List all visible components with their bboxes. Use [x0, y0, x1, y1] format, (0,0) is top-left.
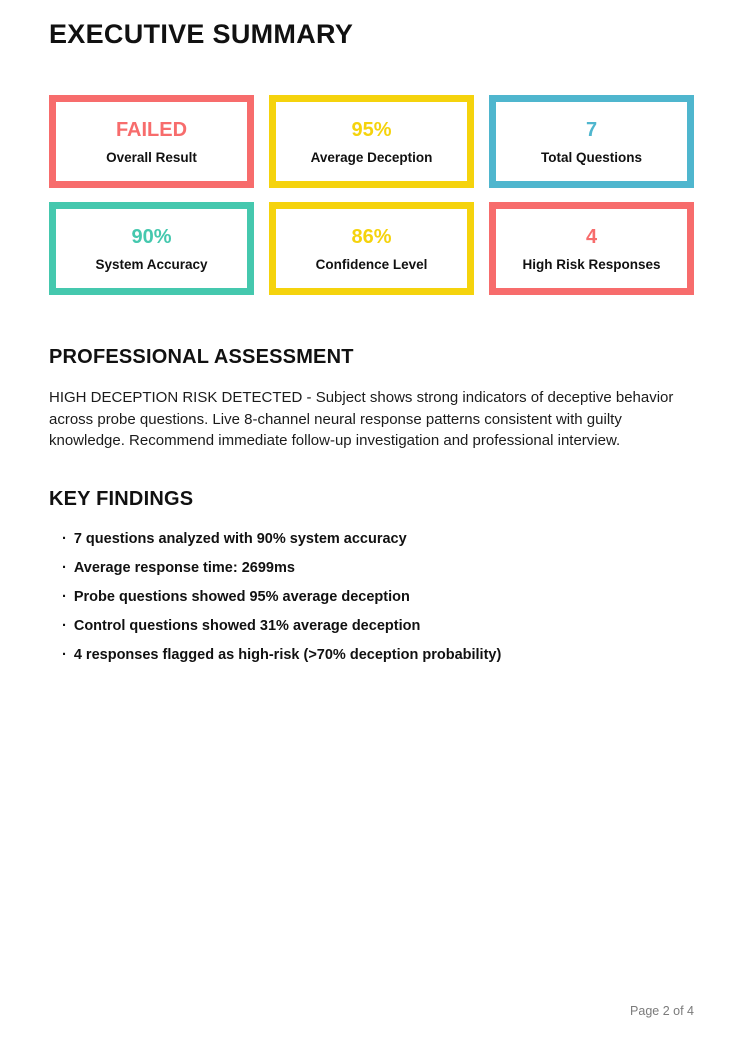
finding-text: Probe questions showed 95% average deception: [73, 588, 410, 605]
bullet-marker: ·: [62, 617, 67, 634]
stat-label: System Accuracy: [95, 256, 208, 272]
stat-card-average-deception: [269, 95, 474, 188]
bullet-marker: ·: [62, 530, 67, 547]
stat-label: Overall Result: [106, 149, 197, 165]
finding-text: 4 responses flagged as high-risk (>70% deception probability): [73, 646, 502, 663]
stat-value: 86%: [351, 225, 392, 248]
stat-value: FAILED: [115, 118, 188, 141]
stat-card-confidence-level: [269, 202, 474, 295]
assessment-text: HIGH DECEPTION RISK DETECTED - Subject shows strong indicators of deceptive behavior across probe questions. Live 8-channel neural response patterns consistent with guilty knowledge. Recommend immediate follow-up investigation and professional interview.: [49, 389, 674, 449]
bullet-marker: ·: [62, 588, 67, 605]
key-findings-list: [49, 531, 694, 663]
stat-card-system-accuracy: [49, 202, 254, 295]
stat-value: 7: [585, 118, 598, 141]
stat-label: Confidence Level: [315, 256, 428, 272]
bullet-marker: ·: [62, 646, 67, 663]
bullet-marker: ·: [62, 559, 67, 576]
stat-value: 95%: [351, 118, 392, 141]
list-item: [62, 560, 694, 576]
stat-card-total-questions: [489, 95, 694, 188]
list-item: [62, 589, 694, 605]
section-heading-key-findings: KEY FINDINGS: [49, 487, 194, 510]
list-item: [62, 531, 694, 547]
section-heading-professional-assessment: PROFESSIONAL ASSESSMENT: [49, 346, 354, 368]
finding-text: Average response time: 2699ms: [73, 559, 295, 576]
stat-card-overall-result: [49, 95, 254, 188]
list-item: [62, 618, 694, 634]
stat-label: Average Deception: [310, 149, 433, 165]
stat-value: 4: [585, 225, 598, 248]
page-number: Page 2 of 4: [630, 1004, 694, 1018]
stat-label: High Risk Responses: [522, 256, 661, 272]
stat-label: Total Questions: [540, 149, 642, 165]
stat-card-high-risk-responses: [489, 202, 694, 295]
summary-stats-grid: [49, 95, 694, 295]
finding-text: Control questions showed 31% average deception: [73, 617, 421, 634]
finding-text: 7 questions analyzed with 90% system accuracy: [73, 530, 407, 547]
list-item: [62, 647, 694, 663]
page-title: EXECUTIVE SUMMARY: [49, 19, 354, 49]
stat-value: 90%: [131, 225, 172, 248]
